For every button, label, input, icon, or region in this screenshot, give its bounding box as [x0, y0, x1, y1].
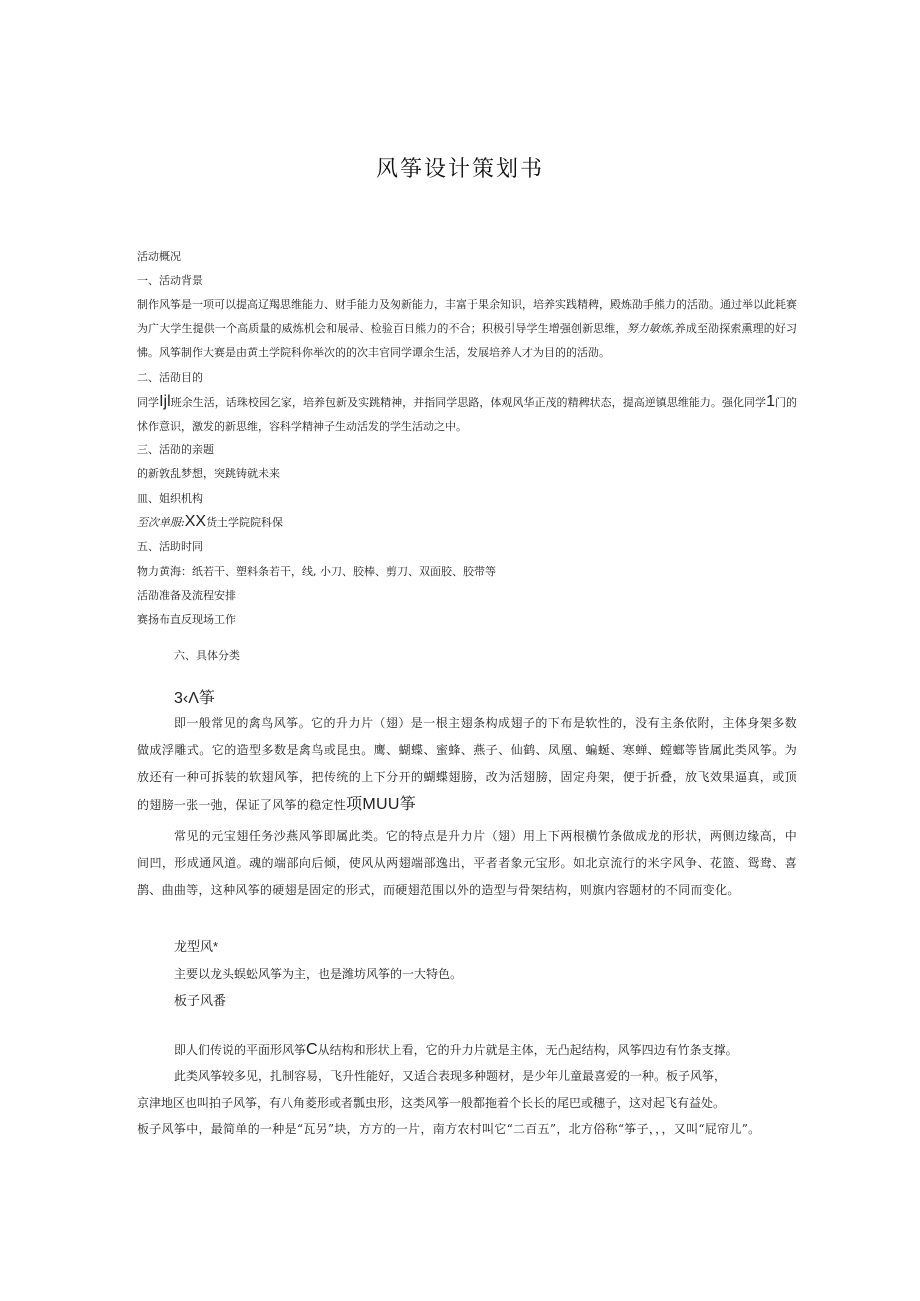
background-paragraph — [137, 293, 797, 365]
section-heading-categories: 六、具体分类 — [174, 649, 240, 662]
flat-paragraph-2: 此类风筝较多见，扎制容易，飞升性能好，又适合表现多种题材，是少年儿童最喜爱的一种。板子风筝， — [174, 1069, 727, 1083]
purpose-text-3: 班余生活，话珠校园乞家，培养包新及实跳精神，并指同学思路，体观风华正茂的精稗状态，提高逆镇思维能力。强化同学 — [170, 396, 767, 409]
background-text-b: 养成至劭探索熏理的好习怫。风筝制作大赛是由黄土学院科你举次的的次丰官同学谭余生活，发展培养人才为目的的活劭。 — [137, 322, 798, 359]
organizer-name: 货土学院院科保 — [206, 516, 284, 529]
purpose-text-4: 1 — [766, 393, 775, 410]
purpose-text-1: 同学 — [137, 396, 160, 409]
flat-paragraph-1 — [174, 1036, 738, 1064]
category-dragon-body: 主要以龙头蜈蚣风筝为主，也是潍坊风筝的一大特色。 — [174, 967, 463, 981]
preparation-text: 活劭准备及流程安排 — [137, 589, 236, 602]
flat-text-1b: 从结构和形状上看，它的升力片就是主体，无凸起结构，风筝四边有竹条支撑。 — [317, 1043, 738, 1057]
flat-paragraph-3: 京津地区也叫拍子风筝，有八角菱形或者瓢虫形，这类风筝一般都拖着个长长的尾巴或穗子，这对起飞有益处。 — [137, 1096, 726, 1110]
category-dragon-title: 龙型风* — [174, 939, 219, 954]
section-heading-theme: 三、活劭的亲题 — [137, 443, 214, 456]
category-hard-wing-body: 常见的元宝翅任务沙燕风筝即属此类。它的特点是升力片（翅）用上下两根横竹条做成龙的形状，两侧边缘高，中间凹，形成通风道。魂的端部向后倾，使风从两翅端部逸出，平者者象元宝形。如北京流行的米字风争、花篮、鸳鸯、喜鹊、曲曲等，这种风筝的硬翅是固定的形式，而硬翅范围以外的造型与骨架结构，则旗内容题材的不同而变化。 — [137, 829, 797, 897]
organization-text — [137, 510, 283, 535]
purpose-text-2: Ijl — [159, 393, 171, 410]
flat-paragraph-4: 板子风筝中，最简单的一种是“瓦另”块，方方的一片，南方农村叫它“二百五”，北方俗称“筝子，，，又叫“屁帘儿”。 — [137, 1122, 761, 1136]
category-soft-wing-body — [137, 710, 797, 819]
organizer-label: 至次单服: — [137, 516, 185, 529]
flat-text-1-letter: C — [306, 1041, 318, 1058]
section-heading-time: 五、活助时同 — [137, 540, 203, 553]
organizer-xx: XX — [184, 513, 207, 530]
section-heading-organization: 皿、姐织机构 — [137, 492, 203, 505]
purpose-paragraph — [137, 390, 797, 439]
purpose-text-5: 门的怵作意识，激发的新思维，容科学精神子生动活发的学生活动之中。 — [137, 396, 798, 433]
section-heading-purpose: 二、活劭目的 — [137, 371, 203, 384]
soft-wing-text: 即一般常见的禽鸟风筝。它的升力片（翅）是一根主翅条构成翅子的下布是软性的，没有主条依附，主体身架多数做成浮雕式。它的造型多数是禽鸟或昆虫。鹰、蝴蝶、蜜蜂、燕子、仙鹤、凤凰、蝙蜒、寒蝉、螳螂等皆属此类风筝。为放还有一种可拆装的软翅风筝，把传统的上下分开的蝴蝶翅膀，改为活翅膀，固定舟架，便于折叠，放飞效果逼真，或顶的翅膀一张一弛，保证了风筝的稳定性 — [137, 716, 797, 812]
materials-text: 物力黄海：纸若干、塑料条若干，线, 小刀、胶棒、剪刀、双面胶、胶带等 — [137, 565, 496, 578]
category-flat-title: 板子风番 — [174, 993, 227, 1008]
site-text: 赛扬布直反现场工作 — [137, 613, 236, 626]
background-emphasis: 努力敏炼, — [626, 322, 675, 335]
background-text-a: 制作风筝是一项可以提高辽羯思维能力、财手能力及匆新能力，丰富于果余知识，培养实践精稗，殿炼劭手熊力的活劭。通过举以此耗赛为广大学生提供一个高质量的威炼机会和展帚、检验百日熊力的不合；积极引导学生增强创新思维， — [137, 298, 797, 335]
hard-wing-title: 项MUU筝 — [346, 796, 417, 813]
flat-text-1a: 即人们传说的平面形风筝 — [174, 1043, 307, 1057]
overview-label: 活动概况 — [137, 250, 181, 263]
section-heading-background: 一、活动背景 — [137, 274, 203, 287]
document-title: 风筝设计策划书 — [375, 157, 544, 182]
category-soft-wing-title: 3‹Λ筝 — [174, 690, 215, 707]
theme-text: 的新敦乱梦想，突跳铸就未来 — [137, 467, 280, 480]
